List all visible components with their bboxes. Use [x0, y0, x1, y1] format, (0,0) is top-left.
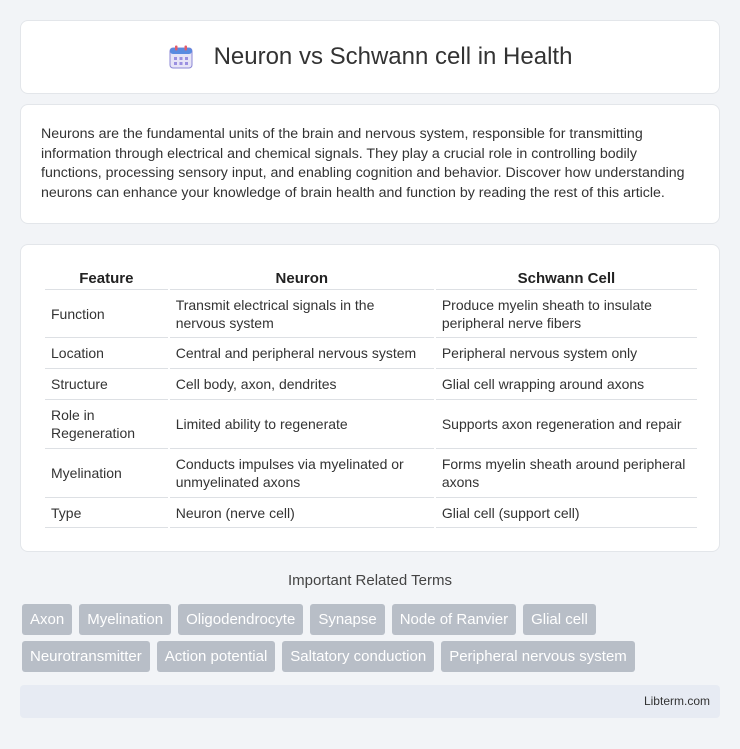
table-cell: Conducts impulses via myelinated or unmyelinated axons	[170, 448, 434, 497]
page-title: Neuron vs Schwann cell in Health	[213, 43, 573, 70]
table-cell: Type	[45, 497, 168, 528]
comparison-table-card	[20, 244, 720, 552]
table-cell: Myelination	[45, 448, 168, 497]
intro-card	[20, 104, 720, 224]
related-terms-tags	[22, 604, 722, 678]
table-cell: Location	[45, 337, 168, 368]
table-cell: Supports axon regeneration and repair	[436, 399, 697, 448]
table-cell: Central and peripheral nervous system	[170, 337, 434, 368]
table-cell: Peripheral nervous system only	[436, 337, 697, 368]
table-cell: Transmit electrical signals in the nervous system	[170, 289, 434, 337]
table-cell: Role in Regeneration	[45, 399, 168, 448]
calendar-icon	[168, 44, 194, 70]
table-cell: Limited ability to regenerate	[170, 399, 434, 448]
table-row	[45, 448, 697, 497]
table-cell: Forms myelin sheath around peripheral axons	[436, 448, 697, 497]
tag-node-of-ranvier[interactable]: Node of Ranvier	[392, 604, 516, 635]
table-cell: Function	[45, 289, 168, 337]
table-row	[45, 289, 697, 337]
table-row	[45, 399, 697, 448]
header-neuron: Neuron	[275, 270, 329, 287]
table-header-row	[45, 265, 697, 289]
table-row	[45, 497, 697, 528]
tag-oligodendrocyte[interactable]: Oligodendrocyte	[178, 604, 303, 635]
tag-row	[22, 604, 722, 635]
table-row	[45, 368, 697, 399]
intro-text: Neurons are the fundamental units of the brain and nervous system, responsible for transmitting information through electrical and chemical signals. They play a crucial role in controlling bodily functions, processing sensory input, and enabling cognition and behavior. Discover how understanding neurons can enhance your knowledge of brain health and function by reading the rest of this article.	[41, 126, 685, 201]
related-terms-title: Important Related Terms	[288, 572, 452, 589]
tag-glial-cell[interactable]: Glial cell	[523, 604, 596, 635]
comparison-table	[43, 265, 699, 528]
table-cell: Cell body, axon, dendrites	[170, 368, 434, 399]
tag-row	[22, 641, 722, 672]
tag-neurotransmitter[interactable]: Neurotransmitter	[22, 641, 150, 672]
tag-synapse[interactable]: Synapse	[310, 604, 384, 635]
tag-action-potential[interactable]: Action potential	[157, 641, 276, 672]
footer	[20, 685, 720, 718]
tag-myelination[interactable]: Myelination	[79, 604, 171, 635]
tag-peripheral-nervous-system[interactable]: Peripheral nervous system	[441, 641, 635, 672]
header-card	[20, 20, 720, 94]
table-cell: Glial cell (support cell)	[436, 497, 697, 528]
tag-axon[interactable]: Axon	[22, 604, 72, 635]
footer-brand-link[interactable]: Libterm.com	[643, 694, 710, 708]
header-schwann-cell: Schwann Cell	[517, 270, 616, 287]
table-row	[45, 337, 697, 368]
tag-saltatory-conduction[interactable]: Saltatory conduction	[282, 641, 434, 672]
table-cell: Glial cell wrapping around axons	[436, 368, 697, 399]
table-cell: Neuron (nerve cell)	[170, 497, 434, 528]
header-feature: Feature	[79, 270, 134, 287]
table-cell: Structure	[45, 368, 168, 399]
table-cell: Produce myelin sheath to insulate peripheral nerve fibers	[436, 289, 697, 337]
